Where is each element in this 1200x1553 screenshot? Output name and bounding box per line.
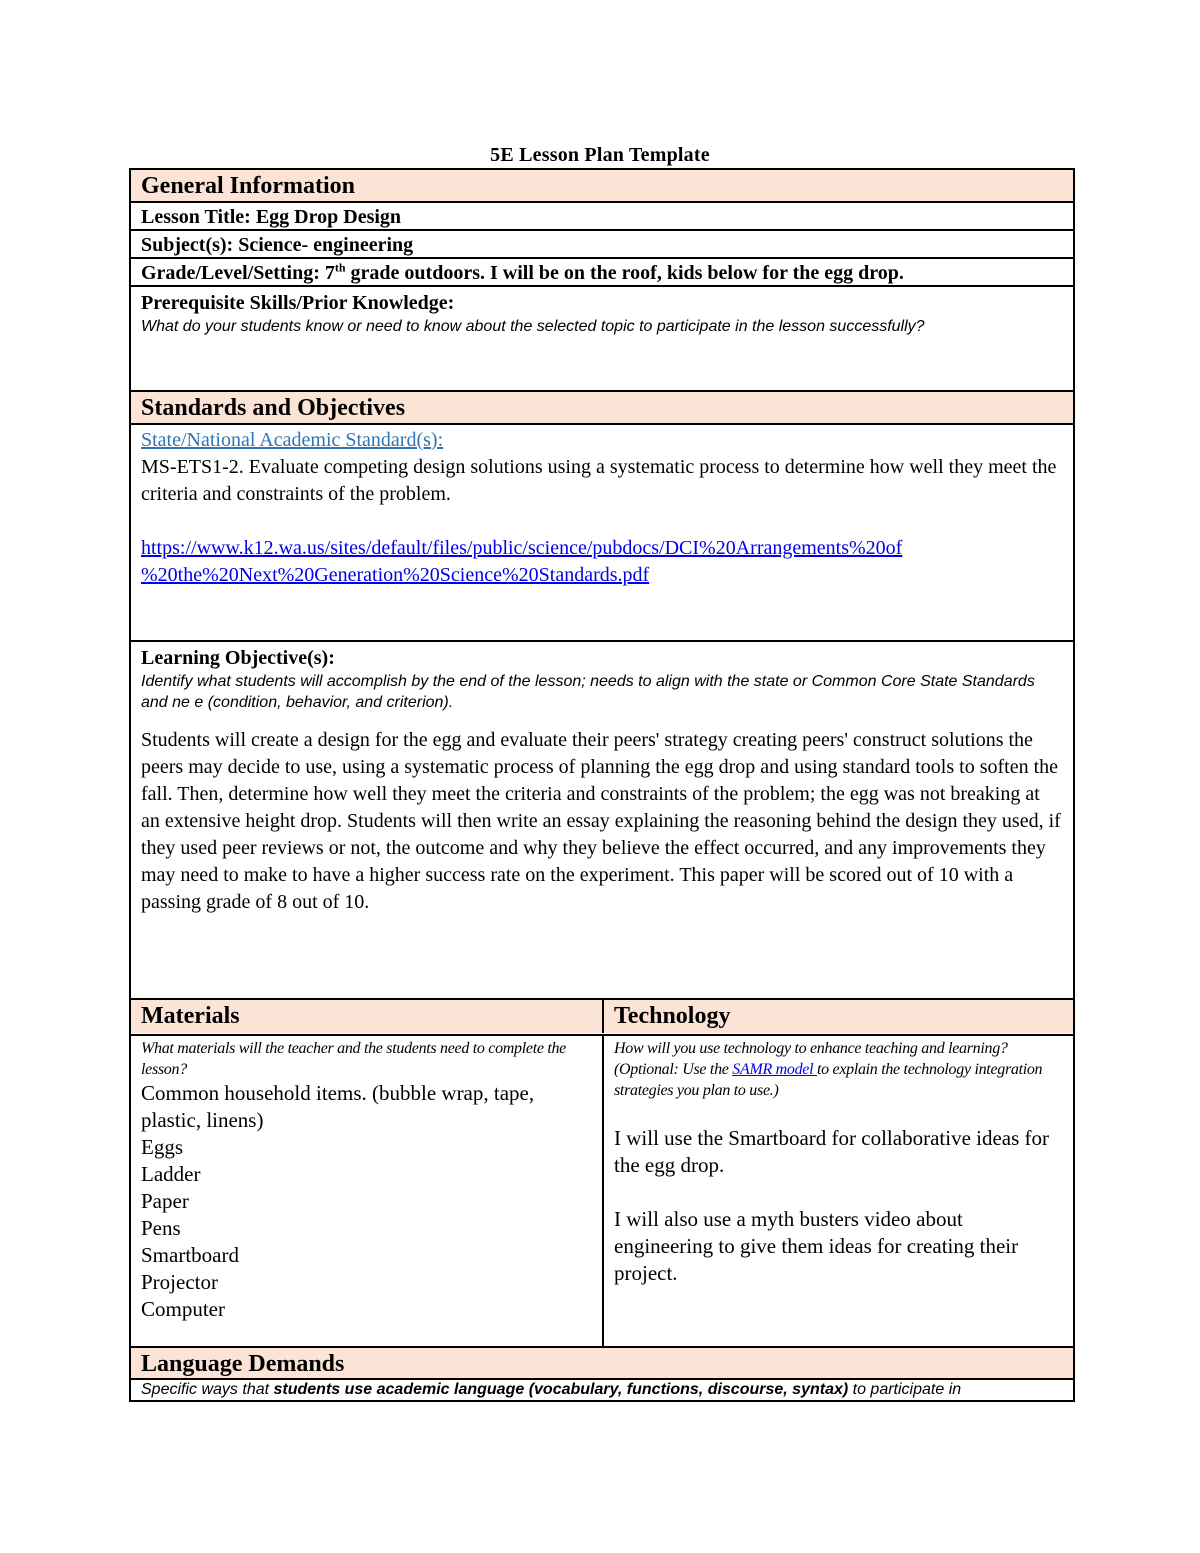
materials-technology-header-row xyxy=(131,1000,1073,1036)
language-hint-start: Specific ways that xyxy=(141,1381,274,1398)
grade-prefix: Grade/Level/Setting: 7 xyxy=(141,262,335,284)
samr-model-link[interactable]: SAMR model xyxy=(732,1061,817,1078)
standard-link[interactable]: State/National Academic Standard(s): xyxy=(141,429,444,451)
language-hint-end: to participate in xyxy=(848,1381,962,1398)
material-item: Smartboard xyxy=(141,1243,239,1267)
material-item: Paper xyxy=(141,1189,189,1213)
material-item: Common household items. (bubble wrap, tape, plastic, linens) xyxy=(141,1081,535,1132)
language-hint xyxy=(141,1380,1063,1400)
standard-url-line-1[interactable]: https://www.k12.wa.us/sites/default/files/public/science/pubdocs/DCI%20Arrangements%20of xyxy=(141,537,903,559)
objectives-section xyxy=(131,642,1073,1000)
technology-paragraph-1: I will use the Smartboard for collaborative ideas for the egg drop. xyxy=(614,1126,1050,1177)
technology-cell xyxy=(604,1036,1073,1346)
grade-superscript: th xyxy=(334,260,346,275)
prerequisite-section xyxy=(131,287,1073,392)
grade-suffix: grade outdoors. I will be on the roof, kids below for the egg drop. xyxy=(345,262,904,284)
material-item: Projector xyxy=(141,1270,218,1294)
standard-text: MS-ETS1-2. Evaluate competing design solutions using a systematic process to determine how well they meet the criteria and constraints of the problem. xyxy=(141,456,1057,505)
language-hint-bold: students use academic language (vocabulary, functions, discourse, syntax) xyxy=(273,1381,849,1398)
material-item: Computer xyxy=(141,1297,225,1321)
standards-objectives-header: Standards and Objectives xyxy=(131,392,1073,425)
objective-hint: Identify what students will accomplish by the end of the lesson; needs to align with the state or Common Core State Standards and ne e (condition, behavior, and criterion). xyxy=(141,673,1035,711)
language-demands-header: Language Demands xyxy=(131,1348,1073,1380)
objective-label: Learning Objective(s): xyxy=(141,647,335,669)
prerequisite-hint: What do your students know or need to know about the selected topic to participate in the lesson successfully? xyxy=(141,318,925,335)
document-title: 5E Lesson Plan Template xyxy=(490,144,710,166)
prerequisite-label: Prerequisite Skills/Prior Knowledge: xyxy=(141,292,455,314)
objective-text: Students will create a design for the egg and evaluate their peers' strategy creating peers' construct solutions the peers may decide to use, using a systematic process of planning the egg drop and using standard tools to soften the fall. Then, determine how well they meet the criteria and constraints of the problem; the egg was not breaking at an extensive height drop. Students will then write an essay explaining the reasoning behind the design they used, if they used peer reviews or not, the outcome and why they believe the effect occurred, and any improvements they may need to make to have a higher success rate on the experiment. This paper will be scored out of 10 with a passing grade of 8 out of 10. xyxy=(141,729,1061,913)
materials-header: Materials xyxy=(131,1000,604,1033)
technology-paragraph-2: I will also use a myth busters video about engineering to give them ideas for creating their project. xyxy=(614,1207,1019,1285)
material-item: Eggs xyxy=(141,1135,183,1159)
materials-hint: What materials will the teacher and the students need to complete the lesson? xyxy=(141,1040,566,1078)
standard-url-line-2[interactable]: %20the%20Next%20Generation%20Science%20Standards.pdf xyxy=(141,564,650,586)
material-item: Pens xyxy=(141,1216,181,1240)
technology-hint xyxy=(614,1038,1063,1101)
material-item: Ladder xyxy=(141,1162,201,1186)
technology-hint-text: How will you use technology to enhance teaching and learning? (Optional: Use the xyxy=(614,1040,1008,1078)
lesson-title: Lesson Title: Egg Drop Design xyxy=(131,203,1073,231)
subjects: Subject(s): Science- engineering xyxy=(131,231,1073,259)
materials-cell xyxy=(131,1036,604,1346)
standards-section xyxy=(131,425,1073,642)
technology-header: Technology xyxy=(604,1000,1073,1033)
grade-level-setting xyxy=(131,259,1073,287)
lesson-plan-table xyxy=(129,168,1075,1402)
technology-hint-text-end: to explain the technology integration strategies you plan to use.) xyxy=(614,1061,1043,1099)
language-demands-hint xyxy=(131,1380,1073,1400)
materials-technology-body-row xyxy=(131,1036,1073,1348)
general-information-header: General Information xyxy=(131,170,1073,203)
